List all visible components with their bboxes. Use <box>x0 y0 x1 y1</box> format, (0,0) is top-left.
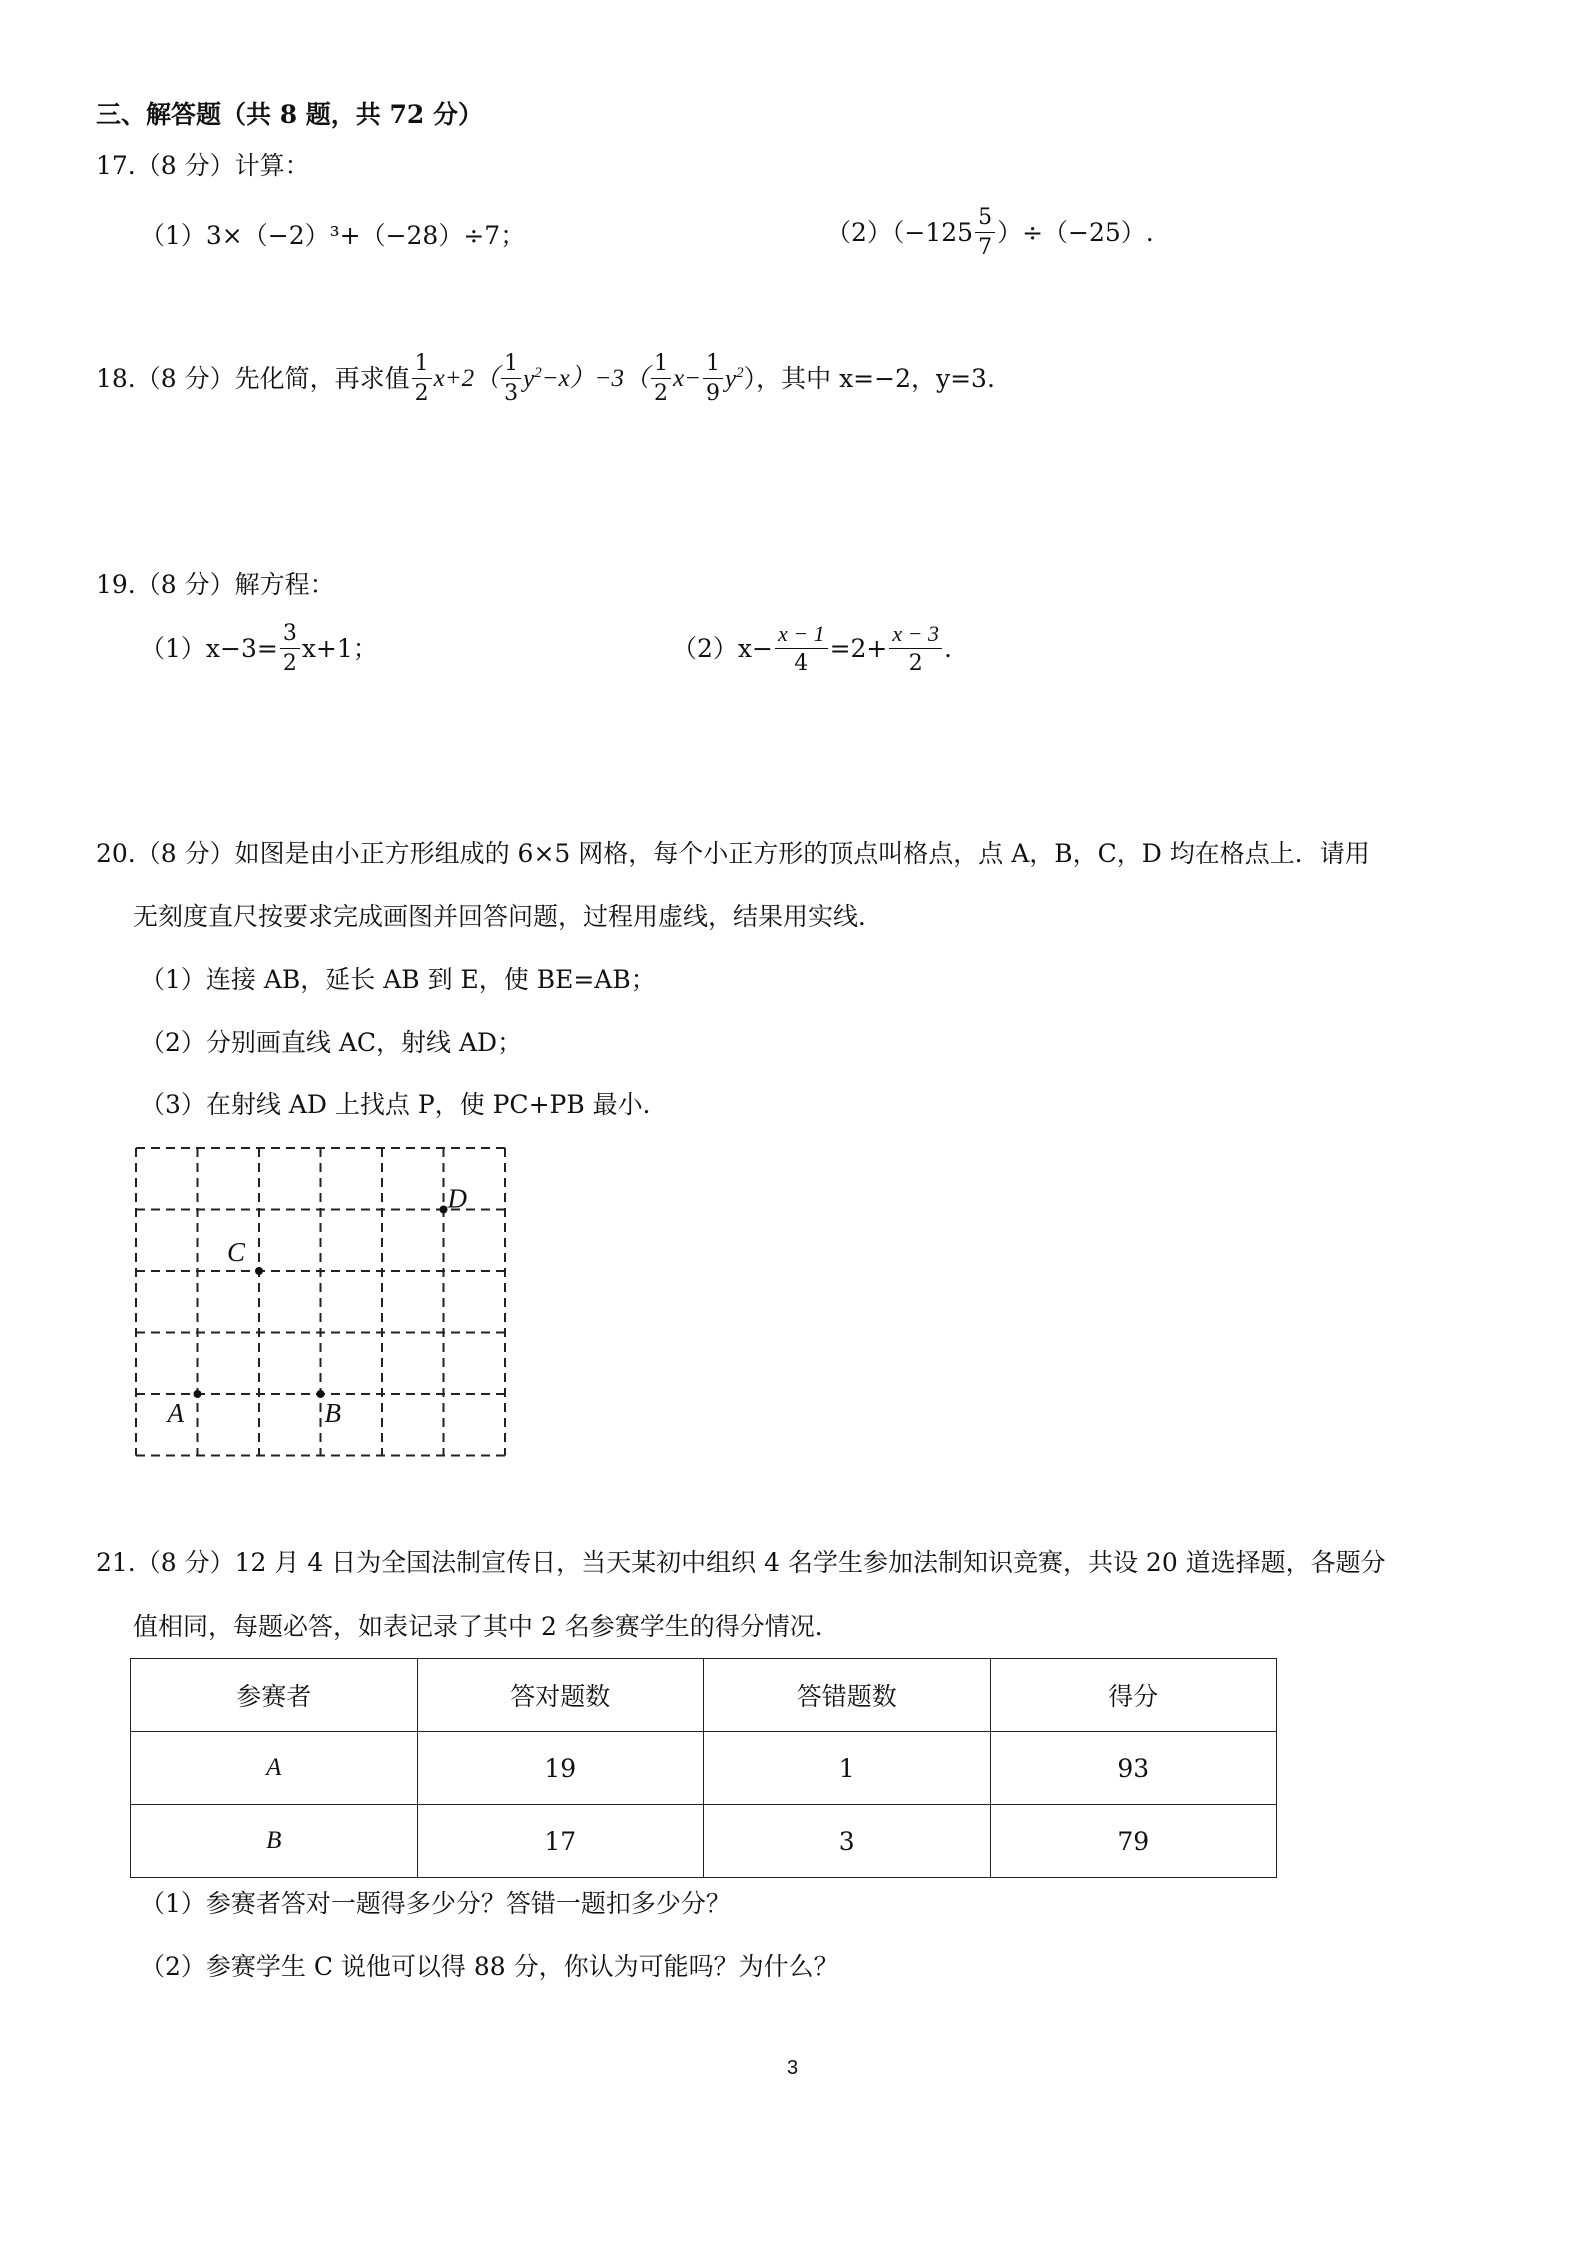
table-header-row <box>131 1659 1277 1732</box>
fraction-denominator: 2 <box>414 381 429 407</box>
fraction-numerator: 3 <box>280 622 300 649</box>
q19-part1-fraction <box>280 622 300 675</box>
q18-condition: ），其中 x=−2，y=3. <box>743 364 995 394</box>
section-title: 三、解答题（共 8 题，共 72 分） <box>96 100 484 129</box>
q18-fraction-1 <box>412 352 432 405</box>
grid-point-d <box>440 1206 448 1214</box>
table-row <box>131 1805 1277 1878</box>
q18-term-1: x+2（ <box>433 365 500 393</box>
q20-step2: （2）分别画直线 AC，射线 AD； <box>140 1028 523 1057</box>
table-cell: 3 <box>704 1805 991 1878</box>
q21-score-table <box>130 1658 1277 1878</box>
table-row <box>131 1732 1277 1805</box>
table-cell: 79 <box>990 1805 1277 1878</box>
q17-heading: 17.（8 分）计算： <box>96 151 310 180</box>
q18-term-3: −x）−3（ <box>541 365 650 393</box>
fraction-denominator: 7 <box>978 235 993 261</box>
fraction-numerator: 5 <box>975 206 995 233</box>
point-label-c: C <box>227 1237 246 1267</box>
grid-point-c <box>255 1267 263 1275</box>
q20-line2: 无刻度直尺按要求完成画图并回答问题，过程用虚线，结果用实线． <box>133 902 884 931</box>
q17-part2-suffix: ）÷（−25）. <box>997 218 1154 248</box>
point-label-b: B <box>324 1398 341 1428</box>
table-header-cell: 参赛者 <box>131 1659 418 1732</box>
table-cell: 17 <box>417 1805 704 1878</box>
q19-part2-prefix: （2）x− <box>672 634 773 664</box>
q19-part2 <box>672 622 952 675</box>
page-number: 3 <box>787 2057 799 2079</box>
fraction-denominator: 3 <box>504 381 519 407</box>
q19-part1-prefix: （1）x−3= <box>140 634 278 664</box>
fraction-numerator: 1 <box>501 352 521 379</box>
fraction-numerator: 1 <box>651 352 671 379</box>
q21-line1: 21.（8 分）12 月 4 日为全国法制宣传日，当天某初中组织 4 名学生参加法制知识竞赛，共设 20 道选择题，各题分 <box>96 1548 1386 1577</box>
table-cell: B <box>131 1805 418 1878</box>
table-cell: 1 <box>704 1732 991 1805</box>
q21-line2: 值相同，每题必答，如表记录了其中 2 名参赛学生的得分情况． <box>133 1612 840 1641</box>
q19-part2-fraction-2 <box>889 622 942 675</box>
table-cell: 19 <box>417 1732 704 1805</box>
fraction-denominator: 2 <box>282 651 297 677</box>
table-header-cell: 答对题数 <box>417 1659 704 1732</box>
grid-point-a <box>194 1390 202 1398</box>
q21-step1: （1）参赛者答对一题得多少分？答错一题扣多少分？ <box>140 1889 731 1918</box>
q18-line <box>96 352 995 405</box>
q20-line1: 20.（8 分）如图是由小正方形组成的 6×5 网格，每个小正方形的顶点叫格点，点 A，B，C，D 均在格点上．请用 <box>96 839 1370 868</box>
q18-fraction-2 <box>501 352 521 405</box>
q20-step1: （1）连接 AB，延长 AB 到 E，使 BE=AB； <box>140 965 656 994</box>
q20-grid-figure <box>120 1130 520 1470</box>
q19-heading: 19.（8 分）解方程： <box>96 570 335 599</box>
fraction-numerator: 1 <box>412 352 432 379</box>
q20-step3: （3）在射线 AD 上找点 P，使 PC+PB 最小． <box>140 1090 668 1119</box>
fraction-denominator: 2 <box>654 381 669 407</box>
q19-part2-middle: =2+ <box>829 634 888 664</box>
table-header-cell: 答错题数 <box>704 1659 991 1732</box>
q18-heading: 18.（8 分）先化简，再求值 <box>96 364 410 394</box>
grid-points <box>166 1184 468 1429</box>
fraction-numerator: x − 3 <box>889 622 942 649</box>
fraction-denominator: 4 <box>794 651 809 677</box>
q17-part1: （1）3×（−2）³+（−28）÷7； <box>140 221 526 250</box>
fraction-numerator: x − 1 <box>775 622 828 649</box>
q17-part2-prefix: （2）（−125 <box>826 218 974 248</box>
q21-step2: （2）参赛学生 C 说他可以得 88 分，你认为可能吗？为什么？ <box>140 1952 839 1981</box>
q17-part2 <box>826 206 1154 259</box>
fraction-numerator: 1 <box>703 352 723 379</box>
point-label-a: A <box>167 1398 184 1428</box>
q18-fraction-3 <box>651 352 671 405</box>
fraction-denominator: 9 <box>706 381 721 407</box>
q18-term-2: $y^2$ <box>523 364 542 393</box>
q18-term-5: $y^2$ <box>725 364 744 393</box>
q19-part2-fraction-1 <box>775 622 828 675</box>
fraction-denominator: 2 <box>908 651 923 677</box>
table-cell: 93 <box>990 1732 1277 1805</box>
table-cell: A <box>131 1732 418 1805</box>
q19-part2-suffix: . <box>944 634 952 664</box>
q18-fraction-4 <box>703 352 723 405</box>
q19-part1 <box>140 622 378 675</box>
point-label-d: D <box>447 1183 467 1214</box>
table-header-cell: 得分 <box>990 1659 1277 1732</box>
q17-part2-fraction <box>975 206 995 259</box>
q19-part1-suffix: x+1； <box>301 634 378 664</box>
grid-point-b <box>317 1390 325 1398</box>
q18-term-4: x− <box>673 365 702 393</box>
